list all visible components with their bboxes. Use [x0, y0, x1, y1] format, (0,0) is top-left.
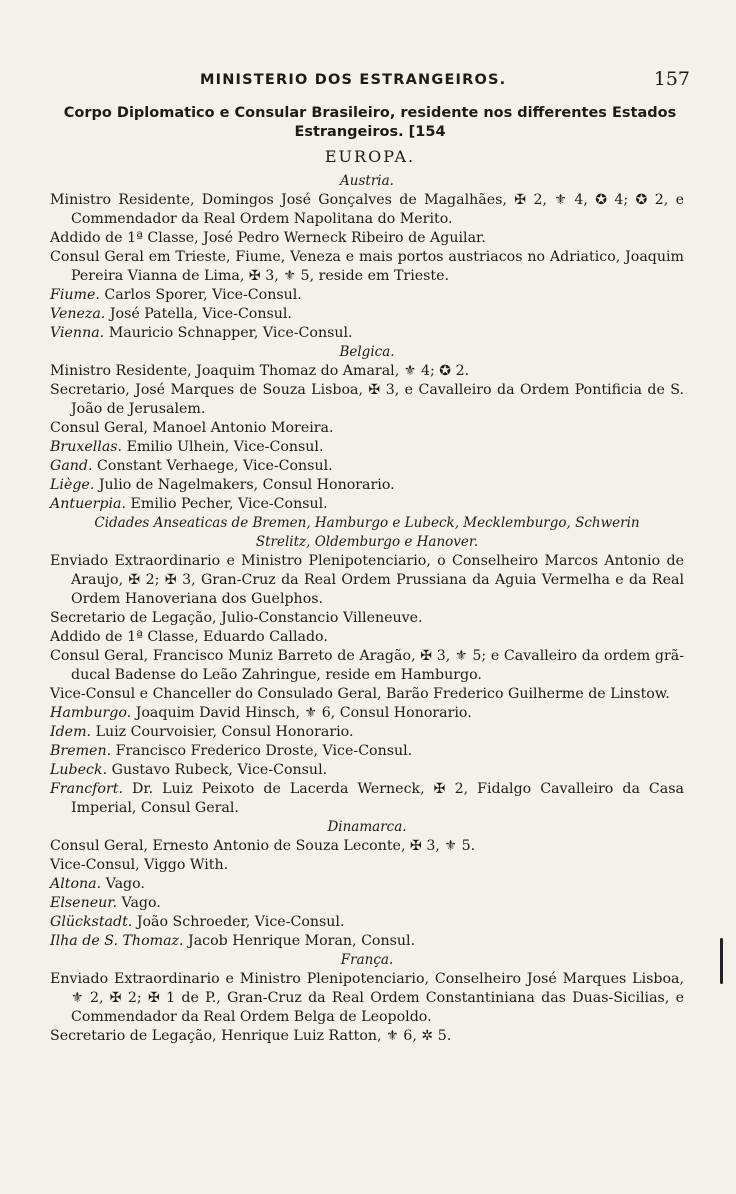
entry-text: Vice-Consul, Viggo With. — [50, 857, 229, 873]
entry-text: Consul Geral, Ernesto Antonio de Souza Leconte, ✠ 3, ⚜ 5. — [50, 838, 476, 854]
entry-text: João Schroeder, Vice-Consul. — [136, 914, 345, 930]
directory-entry — [50, 837, 684, 856]
entry-text: Vago. — [121, 895, 161, 911]
directory-entry — [50, 970, 684, 1027]
directory-entry — [50, 248, 684, 286]
entry-text: Vice-Consul e Chanceller do Consulado Geral, Barão Frederico Guilherme de Linstow. — [50, 686, 670, 702]
directory-entry — [50, 362, 684, 381]
entry-text: Emilio Ulhein, Vice-Consul. — [126, 439, 324, 455]
cidades-entries — [50, 552, 684, 818]
entry-place: Bremen. — [50, 743, 112, 759]
entry-place: Vienna. — [50, 325, 105, 341]
entry-text: Secretario de Legação, Henrique Luiz Ratton, ⚜ 6, ✲ 5. — [50, 1028, 452, 1044]
section-heading-line-2: Estrangeiros. [154 — [294, 124, 446, 140]
entry-place: Antuerpia. — [50, 496, 126, 512]
directory-entry — [50, 704, 684, 723]
directory-entry — [50, 856, 684, 875]
directory-entry — [50, 932, 684, 951]
entry-place: Gand. — [50, 458, 93, 474]
entry-text: Consul Geral, Francisco Muniz Barreto de Aragão, ✠ 3, ⚜ 5; e Cavalleiro da ordem grã-ducal Badense do Leão Zahringue, reside em Hamburgo. — [50, 648, 684, 683]
directory-entry — [50, 761, 684, 780]
country-heading-franca: França. — [340, 952, 394, 968]
directory-entry — [50, 286, 684, 305]
directory-entry — [50, 552, 684, 609]
entry-place: Altona. — [50, 876, 102, 892]
entry-text: Consul Geral, Manoel Antonio Moreira. — [50, 420, 334, 436]
directory-entry — [50, 609, 684, 628]
directory-entry — [50, 913, 684, 932]
directory-entry — [50, 894, 684, 913]
entry-text: Jacob Henrique Moran, Consul. — [188, 933, 416, 949]
directory-entry — [50, 780, 684, 818]
entry-text: Emilio Pecher, Vice-Consul. — [130, 496, 328, 512]
entry-place: Idem. — [50, 724, 92, 740]
entry-place: Fiume. — [50, 287, 100, 303]
document-body — [50, 172, 684, 1046]
directory-entry — [50, 191, 684, 229]
entry-text: Mauricio Schnapper, Vice-Consul. — [108, 325, 353, 341]
entry-text: Ministro Residente, Joaquim Thomaz do Amaral, ⚜ 4; ✪ 2. — [50, 363, 470, 379]
entry-place: Elseneur. — [50, 895, 117, 911]
country-heading-belgica: Belgica. — [339, 344, 395, 360]
entry-text: Gustavo Rubeck, Vice-Consul. — [111, 762, 328, 778]
directory-entry — [50, 457, 684, 476]
entry-place: Lubeck. — [50, 762, 108, 778]
running-title: MINISTERIO DOS ESTRANGEIROS. — [200, 72, 507, 88]
entry-text: Joaquim David Hinsch, ⚜ 6, Consul Honorario. — [135, 705, 472, 721]
dinamarca-entries — [50, 837, 684, 951]
country-heading-cidades-2: Strelitz, Oldemburgo e Hanover. — [255, 534, 479, 550]
entry-text: Enviado Extraordinario e Ministro Plenipotenciario, o Conselheiro Marcos Antonio de Araujo, ✠ 2; ✠ 3, Gran-Cruz da Real Ordem Prussiana da Aguia Vermelha e da Real Ordem Hanoveriana dos Guelphos. — [50, 553, 684, 607]
section-heading-line-1: Corpo Diplomatico e Consular Brasileiro, residente nos differentes Estados — [63, 105, 677, 121]
entry-place: Ilha de S. Thomaz. — [50, 933, 184, 949]
entry-text: Julio de Nagelmakers, Consul Honorario. — [98, 477, 395, 493]
page-number: 157 — [653, 68, 690, 90]
country-heading-cidades-1: Cidades Anseaticas de Bremen, Hamburgo e Lubeck, Mecklemburgo, Schwerin — [94, 515, 640, 531]
austria-entries — [50, 191, 684, 343]
entry-text: Ministro Residente, Domingos José Gonçalves de Magalhães, ✠ 2, ⚜ 4, ✪ 4; ✪ 2, e Commendador da Real Ordem Napolitana do Merito. — [50, 192, 684, 227]
directory-entry — [50, 438, 684, 457]
belgica-entries — [50, 362, 684, 514]
entry-place: Liège. — [50, 477, 95, 493]
directory-entry — [50, 419, 684, 438]
entry-text: Addido de 1ª Classe, Eduardo Callado. — [50, 629, 328, 645]
country-heading-austria: Austria. — [340, 173, 394, 189]
directory-entry — [50, 685, 684, 704]
entry-place: Veneza. — [50, 306, 106, 322]
franca-entries — [50, 970, 684, 1046]
entry-text: Secretario, José Marques de Souza Lisboa, ✠ 3, e Cavalleiro da Ordem Pontificia de S. João de Jerusalem. — [50, 382, 684, 417]
entry-text: Luiz Courvoisier, Consul Honorario. — [95, 724, 354, 740]
entry-place: Glückstadt. — [50, 914, 133, 930]
entry-text: José Patella, Vice-Consul. — [109, 306, 292, 322]
directory-entry — [50, 476, 684, 495]
entry-text: Francisco Frederico Droste, Vice-Consul. — [115, 743, 413, 759]
directory-entry — [50, 723, 684, 742]
entry-place: Bruxellas. — [50, 439, 123, 455]
directory-entry — [50, 495, 684, 514]
directory-entry — [50, 647, 684, 685]
entry-place: Francfort. — [50, 781, 123, 797]
entry-text: Carlos Sporer, Vice-Consul. — [104, 287, 302, 303]
directory-entry — [50, 305, 684, 324]
directory-entry — [50, 742, 684, 761]
directory-entry — [50, 229, 684, 248]
entry-text: Enviado Extraordinario e Ministro Plenipotenciario, Conselheiro José Marques Lisboa, ⚜ 2, ✠ 2; ✠ 1 de P., Gran-Cruz da Real Ordem Constantiniana das Duas-Sicilias, e Commendador da Real Ordem Belga de Leopoldo. — [50, 971, 684, 1025]
entry-text: Addido de 1ª Classe, José Pedro Werneck Ribeiro de Aguilar. — [50, 230, 486, 246]
entry-text: Dr. Luiz Peixoto de Lacerda Werneck, ✠ 2, Fidalgo Cavalleiro da Casa Imperial, Consul Geral. — [71, 781, 684, 816]
directory-entry — [50, 1027, 684, 1046]
entry-text: Vago. — [105, 876, 145, 892]
directory-entry — [50, 875, 684, 894]
directory-entry — [50, 628, 684, 647]
directory-entry — [50, 381, 684, 419]
continent-title: EUROPA. — [324, 147, 416, 166]
directory-entry — [50, 324, 684, 343]
country-heading-dinamarca: Dinamarca. — [327, 819, 407, 835]
entry-text: Constant Verhaege, Vice-Consul. — [97, 458, 333, 474]
entry-text: Secretario de Legação, Julio-Constancio Villeneuve. — [50, 610, 423, 626]
entry-place: Hamburgo. — [50, 705, 132, 721]
margin-pencil-mark — [720, 938, 723, 984]
running-head — [50, 68, 690, 94]
entry-text: Consul Geral em Trieste, Fiume, Veneza e mais portos austriacos no Adriatico, Joaquim Pereira Vianna de Lima, ✠ 3, ⚜ 5, reside em Trieste. — [50, 249, 684, 284]
